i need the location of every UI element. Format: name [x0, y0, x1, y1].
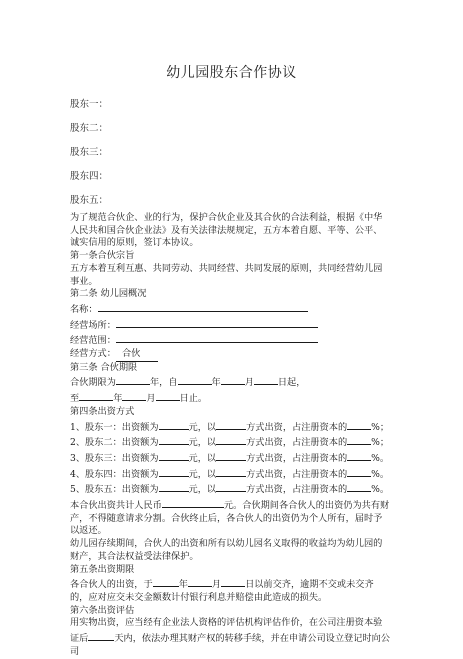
total-text: 本合伙出资共计人民币 — [70, 500, 162, 512]
profit-paragraph: 幼儿园存续期间，合伙人的出资和所有以幼儿园名义取得的收益均为幼儿园的财产，其合法权益受法律保护。 — [70, 538, 383, 562]
total-text: 元。合伙期间各合伙人的出资仍为共有财产，不得随意请求分割。合伙终止后，各合伙人的出资仍为个人所有，届时予以返还。 — [70, 500, 390, 537]
contribution-text: 元，以 — [188, 452, 217, 464]
start-year-blank — [178, 374, 212, 385]
term-text: 月 — [146, 393, 156, 405]
evaluation-text: 用实物出资，应当经有企业法人资格的评估机构评估作价，在公司注册资本验证后 — [70, 617, 383, 645]
contribution-text: %。 — [371, 452, 390, 464]
scope-blank — [116, 332, 318, 343]
term-text: 日起， — [277, 377, 306, 389]
term-text: 年 — [113, 393, 123, 405]
start-month-blank — [221, 374, 245, 385]
mode-blank — [216, 434, 246, 445]
contribution-row — [70, 481, 390, 497]
contribution-label: 4、股东四：出资额为 — [70, 468, 159, 480]
shareholder-line: 股东三： — [70, 147, 109, 158]
contribution-text: 元，以 — [188, 421, 217, 433]
term-text: 合伙期限为 — [70, 377, 116, 389]
amount-blank — [159, 466, 189, 477]
contribution-label: 3、股东三：出资额为 — [70, 452, 159, 464]
evaluation-paragraph — [70, 617, 390, 658]
contribution-text: 元，以 — [188, 468, 217, 480]
days-blank — [88, 630, 114, 641]
evaluation-text: 天内，依法办理其财产权的转移手续，并在申请公司设立登记时向公司 — [70, 633, 390, 657]
end-month-blank — [122, 390, 146, 401]
deadline-month-blank — [188, 576, 212, 587]
deadline-text: 各合伙人的出资，于 — [70, 579, 153, 591]
shareholder-line: 股东一： — [70, 99, 109, 110]
mode-blank — [216, 466, 246, 477]
contribution-text: %。 — [371, 468, 390, 480]
article-heading: 第四条出资方式 — [70, 405, 135, 417]
term-text: 日止。 — [179, 393, 208, 405]
contribution-text: 元，以 — [188, 484, 217, 496]
deadline-text: 月 — [211, 579, 222, 591]
percent-blank — [347, 481, 371, 492]
name-label: 名称： — [70, 303, 98, 315]
mode-blank — [216, 419, 246, 430]
contribution-text: 方式出资，占注册资本的 — [246, 468, 348, 480]
amount-blank — [159, 450, 189, 461]
contribution-text: 方式出资，占注册资本的 — [246, 437, 348, 449]
term-text: 年，自 — [149, 377, 178, 389]
contribution-text: 元，以 — [188, 437, 217, 449]
contribution-text: %； — [371, 421, 390, 433]
deadline-text: 年 — [178, 579, 188, 591]
article-heading: 第六条出资评估 — [70, 604, 135, 616]
amount-blank — [159, 419, 189, 430]
term-text: 月 — [244, 377, 254, 389]
contribution-row — [70, 434, 390, 450]
contribution-label: 1、股东一：出资额为 — [70, 421, 159, 433]
article-heading: 第二条 幼儿园概况 — [70, 288, 147, 300]
name-line — [70, 301, 390, 317]
term-line — [70, 374, 390, 390]
deadline-year-blank — [153, 576, 179, 587]
page-title: 幼儿园股东合作协议 — [166, 65, 297, 81]
deadline-day-blank — [221, 576, 245, 587]
percent-blank — [347, 466, 371, 477]
contribution-label: 2、股东二：出资额为 — [70, 437, 159, 449]
mode-label: 经营方式： — [70, 348, 116, 360]
start-day-blank — [254, 374, 278, 385]
place-line — [70, 317, 390, 333]
total-amount-blank — [162, 497, 224, 508]
mode-blank — [216, 450, 246, 461]
article-heading: 第三条 合伙期限 — [70, 361, 138, 373]
shareholder-line: 股东四： — [70, 171, 109, 182]
article-heading: 第五条出资期限 — [70, 563, 135, 575]
contribution-row — [70, 466, 390, 482]
end-day-blank — [156, 390, 180, 401]
end-year-blank — [79, 390, 113, 401]
mode-line — [70, 348, 390, 362]
article-heading: 第一条合伙宗旨 — [70, 250, 135, 262]
name-blank — [98, 301, 308, 312]
term-text: 年 — [211, 377, 221, 389]
article-text: 五方本着互利互惠、共同劳动、共同经营、共同发展的原则，共同经营幼儿园事业。 — [70, 262, 383, 287]
amount-blank — [159, 434, 189, 445]
amount-blank — [159, 481, 189, 492]
contribution-text: 方式出资，占注册资本的 — [246, 452, 348, 464]
mode-value: 合伙 — [116, 348, 158, 362]
contribution-text: %； — [371, 437, 390, 449]
percent-blank — [347, 419, 371, 430]
contribution-text: 方式出资，占注册资本的 — [246, 484, 348, 496]
total-paragraph — [70, 497, 390, 538]
shareholder-line: 股东二： — [70, 123, 109, 134]
intro-paragraph: 为了规范合伙企、业的行为，保护合伙企业及其合伙的合法利益，根据《中华人民共和国合伙企业法》及有关法律法规规定，五方本着自愿、平等、公平、诚实信用的原则，签订本协议。 — [70, 212, 383, 249]
contribution-row — [70, 419, 390, 435]
place-label: 经营场所： — [70, 319, 116, 331]
percent-blank — [347, 450, 371, 461]
deadline-paragraph — [70, 576, 390, 604]
term-text: 至 — [70, 393, 80, 405]
term-years-blank — [116, 374, 150, 385]
contribution-text: 方式出资，占注册资本的 — [246, 421, 348, 433]
term-line — [70, 390, 390, 406]
scope-label: 经营范围： — [70, 335, 116, 347]
contribution-text: %。 — [371, 484, 390, 496]
contribution-row — [70, 450, 390, 466]
deadline-text: 日以前交齐，逾期不交或未交齐的，应对应交未交金额数计付银行利息并赔偿由此造成的损失。 — [70, 579, 374, 603]
shareholder-line: 股东五： — [70, 195, 109, 206]
agreement-body — [70, 212, 390, 659]
place-blank — [116, 317, 318, 328]
percent-blank — [347, 434, 371, 445]
mode-blank — [216, 481, 246, 492]
scope-line — [70, 332, 390, 348]
contribution-label: 5、股东五：出资额为 — [70, 484, 159, 496]
